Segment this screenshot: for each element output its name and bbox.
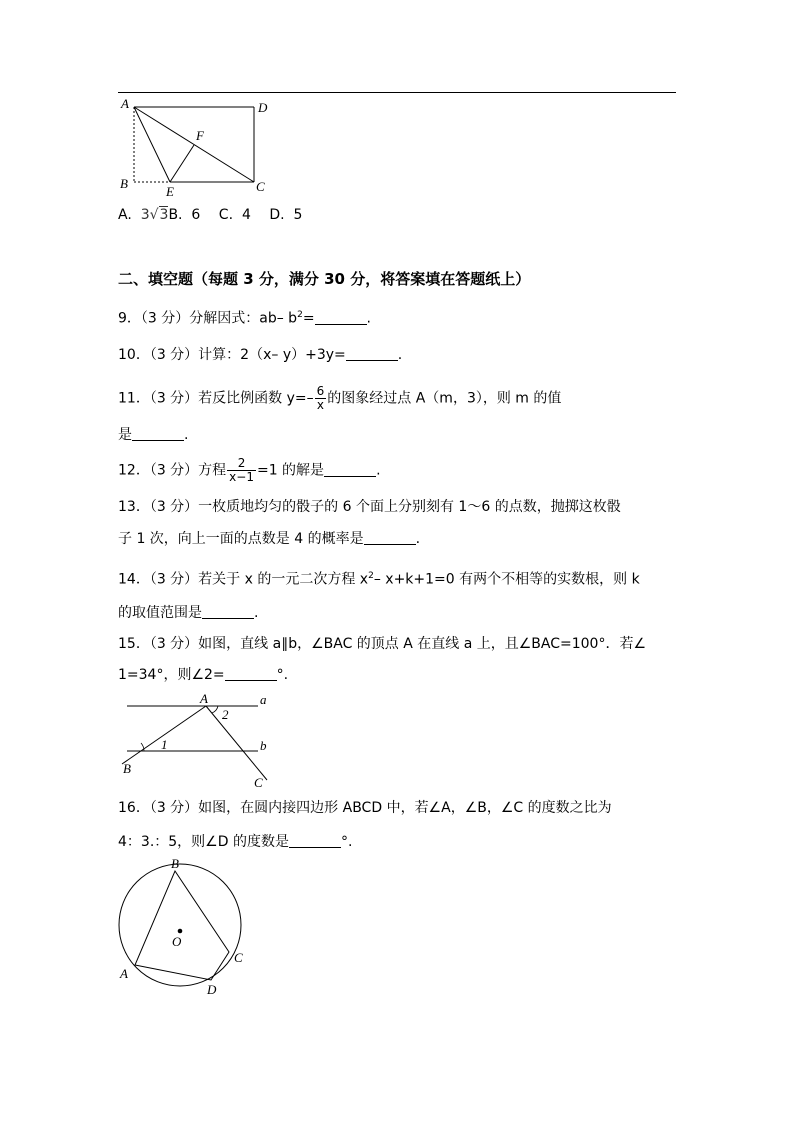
fig8-label-a: A bbox=[121, 96, 129, 111]
answer-blank bbox=[202, 604, 254, 619]
question-16-line-1: 16．（3 分）如图，在圆内接四边形 ABCD 中，若∠A，∠B，∠C 的度数之比为 bbox=[118, 800, 612, 816]
question-14-line-1: 14．（3 分）若关于 x 的一元二次方程 $x^2-$ x+k+1=0 有两个不相等的实数根，则 k bbox=[118, 571, 640, 588]
option-b: B. 6 bbox=[168, 207, 201, 223]
fig15-label-b-point: B bbox=[123, 761, 131, 776]
option-d: D. 5 bbox=[269, 207, 303, 223]
option-a: A. 3√3 bbox=[118, 207, 169, 223]
answer-blank bbox=[315, 310, 367, 325]
fig8-label-e: E bbox=[166, 184, 174, 199]
fraction: $\frac{6}{x}$ bbox=[316, 384, 325, 412]
question-15-line-2: 1=34°，则∠2= °. bbox=[118, 667, 289, 683]
fig16-label-b: B bbox=[171, 856, 179, 871]
figure-parallel-lines bbox=[118, 690, 278, 790]
section-title: 二、填空题（每题 3 分，满分 30 分，将答案填在答题纸上） bbox=[118, 270, 531, 288]
answer-blank bbox=[324, 462, 376, 477]
question-15-line-1: 15．（3 分）如图，直线 a∥b，∠BAC 的顶点 A 在直线 a 上，且∠BAC=100°．若∠ bbox=[118, 636, 647, 652]
fig15-label-line-a: a bbox=[260, 692, 267, 707]
question-13-line-1: 13．（3 分）一枚质地均匀的骰子的 6 个面上分别刻有 1～6 的点数，抛掷这枚骰 bbox=[118, 499, 621, 515]
question-11-line-1: 11．（3 分）若反比例函数 y=– $\frac{6}{x}$ 的图象经过点 A（m，3），则 m 的值 bbox=[118, 384, 562, 412]
fig16-label-o: O bbox=[172, 934, 182, 949]
question-9: 9．（3 分）分解因式：ab– $b^2=$ . bbox=[118, 310, 371, 327]
question-10: 10．（3 分）计算：2（x– y）+3y= . bbox=[118, 347, 403, 363]
fig16-label-c: C bbox=[234, 950, 243, 965]
fig15-label-angle-1: 1 bbox=[161, 737, 168, 752]
figure-rectangle-abcd bbox=[112, 96, 282, 199]
answer-blank bbox=[132, 426, 184, 441]
question-16-line-2: 4：3.：5，则∠D 的度数是 °. bbox=[118, 834, 353, 850]
fig15-label-a-point: A bbox=[200, 691, 208, 706]
fig15-label-angle-2: 2 bbox=[222, 707, 229, 722]
answer-blank bbox=[364, 530, 416, 545]
sqrt-expression: 3√3 bbox=[140, 207, 169, 223]
fig8-label-f: F bbox=[196, 128, 204, 143]
fig8-label-b: B bbox=[120, 176, 128, 191]
fig15-label-line-b: b bbox=[260, 738, 267, 753]
header-rule bbox=[118, 92, 676, 93]
question-11-line-2: 是 . bbox=[118, 427, 189, 443]
figure-cyclic-quadrilateral bbox=[112, 855, 252, 1000]
fig8-label-d: D bbox=[258, 100, 268, 115]
fig8-label-c: C bbox=[256, 179, 265, 194]
q8-options bbox=[118, 205, 316, 225]
question-13-line-2: 子 1 次，向上一面的点数是 4 的概率是 . bbox=[118, 531, 421, 547]
fig16-label-a: A bbox=[120, 966, 128, 981]
answer-blank bbox=[225, 666, 277, 681]
answer-blank bbox=[346, 346, 398, 361]
question-12: 12．（3 分）方程 $\frac{2}{x-1}$ =1 的解是 . bbox=[118, 456, 381, 484]
question-14-line-2: 的取值范围是 . bbox=[118, 605, 259, 621]
fig15-label-c-point: C bbox=[254, 775, 263, 790]
fig16-label-d: D bbox=[207, 982, 217, 997]
option-c: C. 4 bbox=[218, 207, 251, 223]
fraction: $\frac{2}{x-1}$ bbox=[229, 456, 254, 484]
answer-blank bbox=[289, 833, 341, 848]
